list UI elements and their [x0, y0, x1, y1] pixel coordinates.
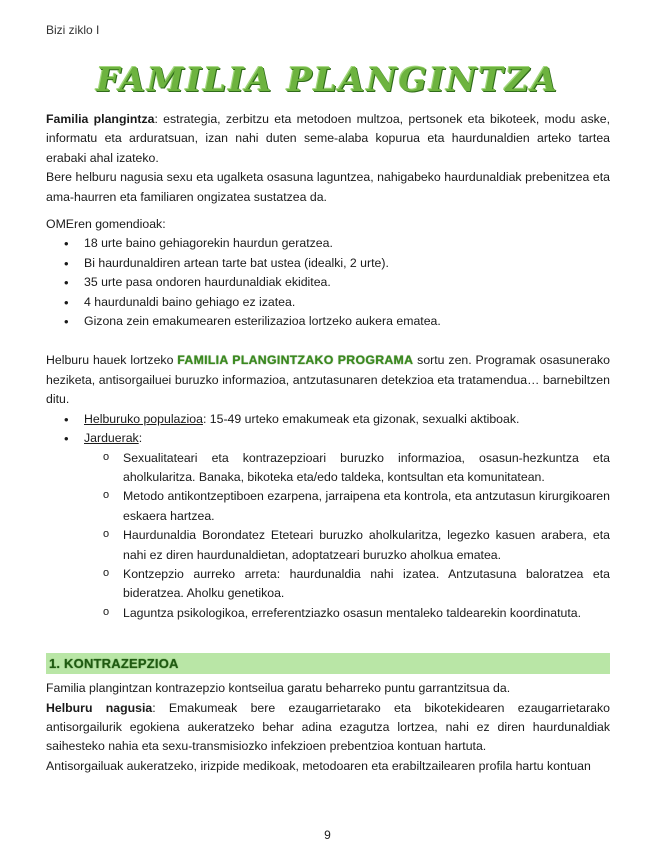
term-familia-plangintza: Familia plangintza	[46, 112, 155, 126]
list-item: • 35 urte pasa ondoren haurdunaldiak ekiditea.	[84, 273, 610, 292]
section1-intro: Familia plangintzan kontrazepzio kontseilua garatu beharreko puntu garrantzitsua da.	[46, 681, 511, 696]
population-item	[84, 410, 610, 429]
section-heading-kontrazepzioa: 1. KONTRAZEPZIOA	[46, 653, 610, 674]
recommendations-list	[46, 234, 610, 331]
page-number: 9	[324, 828, 331, 842]
activities-item	[84, 429, 610, 448]
page-title: FAMILIA PLANGINTZA	[96, 60, 559, 99]
list-item: • 4 haurdunaldi baino gehiago ez izatea.	[84, 293, 610, 312]
list-item: o Haurdunaldia Borondatez Eteteari buruzko aholkularitza, legezko kasuen arabera, eta nahi ez diren haurdunaldietan, adoptatzeari buruzko aholkua ematea.	[123, 526, 610, 565]
activities-list	[46, 449, 610, 624]
goal-label: Helburu nagusia	[46, 700, 153, 715]
program-name: FAMILIA PLANGINTZAKO PROGRAMA	[177, 353, 414, 368]
section1-criteria: Antisorgailuak aukeratzeko, irizpide medikoak, metodoaren eta erabiltzailearen profila hartu kontuan	[46, 758, 591, 773]
list-item: • Gizona zein emakumearen esterilizazioa lortzeko aukera ematea.	[84, 312, 610, 331]
program-rest: sortu zen. Programak osasunerako heziketa, antisorgailuei buruzko informazioa, antzutasunaren detekzioa eta tratamendua… barnebiltzen ditu.	[46, 353, 610, 407]
population-label: Helburuko populazioa	[84, 411, 203, 426]
definition-text: : estrategia, zerbitzu eta metodoen multzoa, pertsonek eta bikoteek, modu aske, informatu eta arduratsuan, izan nahi duten seme-alaba kopurua eta haurdunaldien arteko tartea erabaki ahal izateko.	[46, 112, 610, 165]
list-item: • Bi haurdunaldiren artean tarte bat ustea (idealki, 2 urte).	[84, 254, 610, 273]
header-note: Bizi ziklo I	[46, 23, 100, 37]
section1-goal	[46, 699, 610, 757]
intro-definition	[46, 110, 610, 168]
intro-goal: Bere helburu nagusia sexu eta ugalketa osasuna laguntzea, nahigabeko haurdunaldiak prebenitzea eta ama-haurren eta familiaren ongizatea sustatzea da.	[46, 170, 610, 204]
list-item: • 18 urte baino gehiagorekin haurdun geratzea.	[84, 234, 610, 253]
list-item: o Kontzepzio aurreko arreta: haurdunaldia nahi izatea. Antzutasuna baloratzea eta bideratzea. Aholku genetikoa.	[123, 565, 610, 604]
program-lead: Helburu hauek lortzeko	[46, 353, 178, 368]
recommendations-heading: OMEren gomendioak:	[46, 217, 166, 232]
population-text: : 15-49 urteko emakumeak eta gizonak, sexualki aktiboak.	[202, 411, 520, 426]
activities-colon: :	[138, 431, 143, 446]
list-item: o Metodo antikontzeptiboen ezarpena, jarraipena eta kontrola, eta antzutasun kirurgikoaren eskaera hartzea.	[123, 487, 610, 526]
document-body	[46, 110, 610, 776]
activities-label: Jarduerak	[84, 431, 139, 446]
list-item: o Sexualitateari eta kontrazepzioari buruzko informazioa, osasun-hezkuntza eta aholkularitza. Banaka, bikoteka eta/edo taldeka, kontsultan eta komunitatean.	[123, 449, 610, 488]
goal-text: : Emakumeak bere ezaugarrietarako eta bikotekidearen ezaugarrietarako antisorgailurik egokiena aukeratzeko behar adina ezagutza lortzea, nahi ez diren haurdunaldiak saihesteko nahia eta sexu-transmisiozko infekzioen prebentzioa kontuan hartuta.	[46, 700, 610, 754]
program-paragraph	[46, 351, 610, 409]
list-item: o Laguntza psikologikoa, erreferentziazko osasun mentaleko taldearekin koordinatuta.	[123, 604, 610, 623]
program-list	[46, 410, 610, 449]
